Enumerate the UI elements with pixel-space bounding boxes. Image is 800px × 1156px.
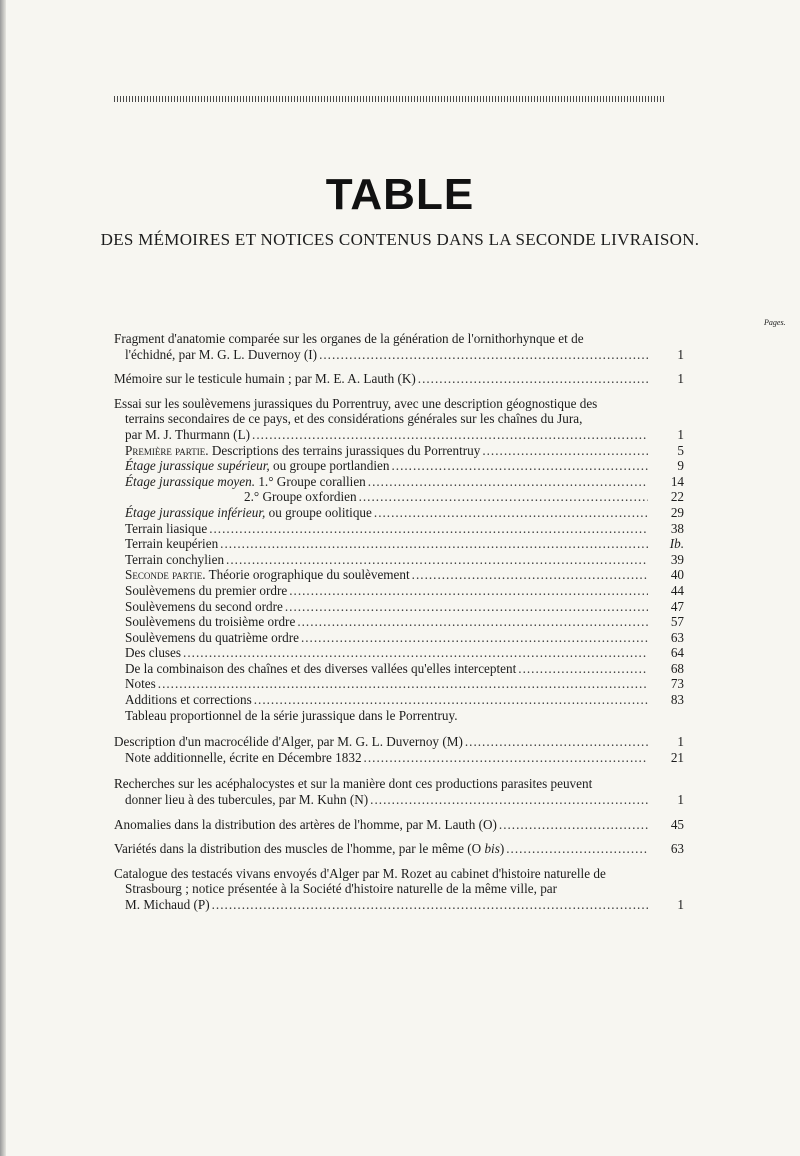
entry-text: 2.° Groupe oxfordien <box>244 489 357 505</box>
entry-text: Note additionnelle, écrite en Décembre 1832 <box>125 749 362 765</box>
entry-text: Théorie orographique du soulèvement <box>205 567 410 583</box>
entry-text: Soulèvemens du second ordre <box>125 598 283 614</box>
toc-entry <box>114 396 684 443</box>
dot-leader <box>289 583 648 599</box>
entry-text: Notes <box>125 676 156 692</box>
toc-subentry <box>114 443 684 459</box>
toc-entry <box>114 371 684 387</box>
toc-subentry <box>114 645 684 661</box>
entry-text: Strasbourg ; notice présentée à la Société d'histoire naturelle de la même ville, par <box>125 881 558 897</box>
dot-leader <box>297 614 648 630</box>
page-number: 47 <box>670 598 684 614</box>
page-number: 1 <box>677 792 684 808</box>
toc-entry <box>114 817 684 833</box>
page-number: 64 <box>670 645 684 661</box>
entry-text: Mémoire sur le testicule humain ; par M. E. A. Lauth (K) <box>114 371 416 387</box>
page-number: 29 <box>670 504 684 520</box>
entry-text: ou groupe portlandien <box>269 458 390 474</box>
dot-leader <box>370 792 648 808</box>
page-number: 73 <box>670 676 684 692</box>
entry-line <box>114 792 684 808</box>
decorative-rule <box>114 96 666 102</box>
entry-text: Soulèvemens du quatrième ordre <box>125 629 299 645</box>
dot-leader <box>285 599 648 615</box>
toc-subentry <box>114 630 684 646</box>
toc-subentry <box>114 489 684 505</box>
entry-text: Descriptions des terrains jurassiques du Porrentruy <box>208 442 481 458</box>
entry-text: Des cluses <box>125 645 182 661</box>
part-label: Première partie. <box>125 442 209 458</box>
dot-leader <box>319 347 648 363</box>
dot-leader <box>183 645 648 661</box>
dot-leader <box>158 676 648 692</box>
page-number: 1 <box>677 346 684 362</box>
toc-entry <box>114 734 684 750</box>
stage-label: Étage jurassique moyen. <box>125 473 256 489</box>
entry-text: ) <box>499 841 505 857</box>
toc-subentry <box>114 676 684 692</box>
page-number: 1 <box>677 897 684 912</box>
toc-subentry <box>114 505 684 521</box>
dot-leader <box>391 458 648 474</box>
entry-text: De la combinaison des chaînes et des diverses vallées qu'elles interceptent <box>125 660 517 676</box>
entry-text: Terrain conchylien <box>125 551 225 567</box>
toc-entry <box>114 841 684 857</box>
page-number: Ib. <box>669 536 684 552</box>
page-number: 5 <box>677 442 684 458</box>
entry-text: terrains secondaires de ce pays, et des considérations générales sur les chaînes du Jura, <box>125 411 583 427</box>
dot-leader <box>226 552 648 568</box>
toc-subentry <box>114 458 684 474</box>
page-number: 57 <box>670 614 684 630</box>
entry-text: donner lieu à des tubercules, par M. Kuhn (N) <box>125 792 369 808</box>
page-number: 1 <box>677 371 684 387</box>
dot-leader <box>359 489 648 505</box>
toc-subentry <box>114 552 684 568</box>
table-of-contents <box>114 331 684 913</box>
entry-text: Essai sur les soulèvemens jurassiques du Porrentruy, avec une description géognostique des <box>114 395 598 411</box>
part-label: Seconde partie. <box>125 567 206 583</box>
entry-line <box>114 427 684 443</box>
page-number: 83 <box>670 692 684 708</box>
toc-subentry <box>114 692 684 708</box>
page-number: 9 <box>677 458 684 474</box>
entry-text: Recherches sur les acéphalocystes et sur la manière dont ces productions parasites peuvent <box>114 776 593 792</box>
dot-leader <box>412 567 648 583</box>
dot-leader <box>506 841 648 857</box>
dot-leader <box>212 897 648 913</box>
dot-leader <box>364 750 648 766</box>
entry-text: Catalogue des testacés vivans envoyés d'Alger par M. Rozet au cabinet d'histoire naturelle de <box>114 865 606 881</box>
dot-leader <box>374 505 648 521</box>
entry-text: Terrain keupérien <box>125 536 219 552</box>
page-title: TABLE <box>325 170 475 219</box>
dot-leader <box>368 474 648 490</box>
page-number: 44 <box>670 582 684 598</box>
page-number: 14 <box>670 473 684 489</box>
toc-subentry <box>114 521 684 537</box>
dot-leader <box>254 692 648 708</box>
dot-leader <box>499 817 648 833</box>
dot-leader <box>252 427 648 443</box>
entry-text: Anomalies dans la distribution des artères de l'homme, par M. Lauth (O) <box>114 816 497 832</box>
page-number: 1 <box>677 734 684 750</box>
dot-leader <box>301 630 648 646</box>
page-number: 68 <box>670 660 684 676</box>
page-number: 63 <box>670 629 684 645</box>
dot-leader <box>220 536 648 552</box>
entry-text: Terrain liasique <box>125 520 208 536</box>
toc-subentry <box>114 750 684 766</box>
stage-label: Étage jurassique supérieur, <box>125 458 270 474</box>
entry-text: M. Michaud (P) <box>125 897 210 912</box>
entry-text: Fragment d'anatomie comparée sur les organes de la génération de l'ornithorhynque et de <box>114 331 584 346</box>
page-number: 40 <box>670 567 684 583</box>
entry-text: Variétés dans la distribution des muscles de l'homme, par le même (O <box>114 841 485 857</box>
entry-text: Tableau proportionnel de la série jurassique dans le Porrentruy. <box>125 707 458 723</box>
pages-column-label: Pages. <box>764 318 786 327</box>
entry-text: Soulèvemens du premier ordre <box>125 582 288 598</box>
entry-text-italic: bis <box>484 841 500 857</box>
dot-leader <box>482 443 648 459</box>
toc-subentry <box>114 583 684 599</box>
entry-text: Additions et corrections <box>125 692 252 708</box>
toc-subentry <box>114 614 684 630</box>
page-subtitle: DES MÉMOIRES ET NOTICES CONTENUS DANS LA SECONDE LIVRAISON. <box>100 230 700 249</box>
stage-label: Étage jurassique inférieur, <box>125 504 266 520</box>
toc-subentry <box>114 661 684 677</box>
entry-text: par M. J. Thurmann (L) <box>125 426 251 442</box>
page-number: 38 <box>670 520 684 536</box>
toc-entry <box>114 866 684 913</box>
dot-leader <box>518 661 648 677</box>
page-number: 39 <box>670 551 684 567</box>
page-number: 45 <box>670 816 684 832</box>
entry-text: Soulèvemens du troisième ordre <box>125 614 296 630</box>
page-number: 1 <box>677 426 684 442</box>
toc-subentry <box>114 474 684 490</box>
dot-leader <box>209 521 648 537</box>
entry-text: Description d'un macrocélide d'Alger, par M. G. L. Duvernoy (M) <box>114 734 463 750</box>
entry-text: ou groupe oolitique <box>265 504 372 520</box>
toc-subentry <box>114 536 684 552</box>
page-number: 21 <box>670 749 684 765</box>
dot-leader <box>418 371 648 387</box>
toc-entry <box>114 776 684 807</box>
entry-line <box>114 347 684 363</box>
entry-text: 1.° Groupe corallien <box>255 473 366 489</box>
entry-text: l'échidné, par M. G. L. Duvernoy (I) <box>125 346 318 362</box>
dot-leader <box>465 734 648 750</box>
toc-subentry <box>114 567 684 583</box>
page-number: 22 <box>670 489 684 505</box>
entry-line <box>114 897 684 913</box>
toc-entry <box>114 331 684 362</box>
page-number: 63 <box>670 841 684 857</box>
toc-subentry <box>114 599 684 615</box>
